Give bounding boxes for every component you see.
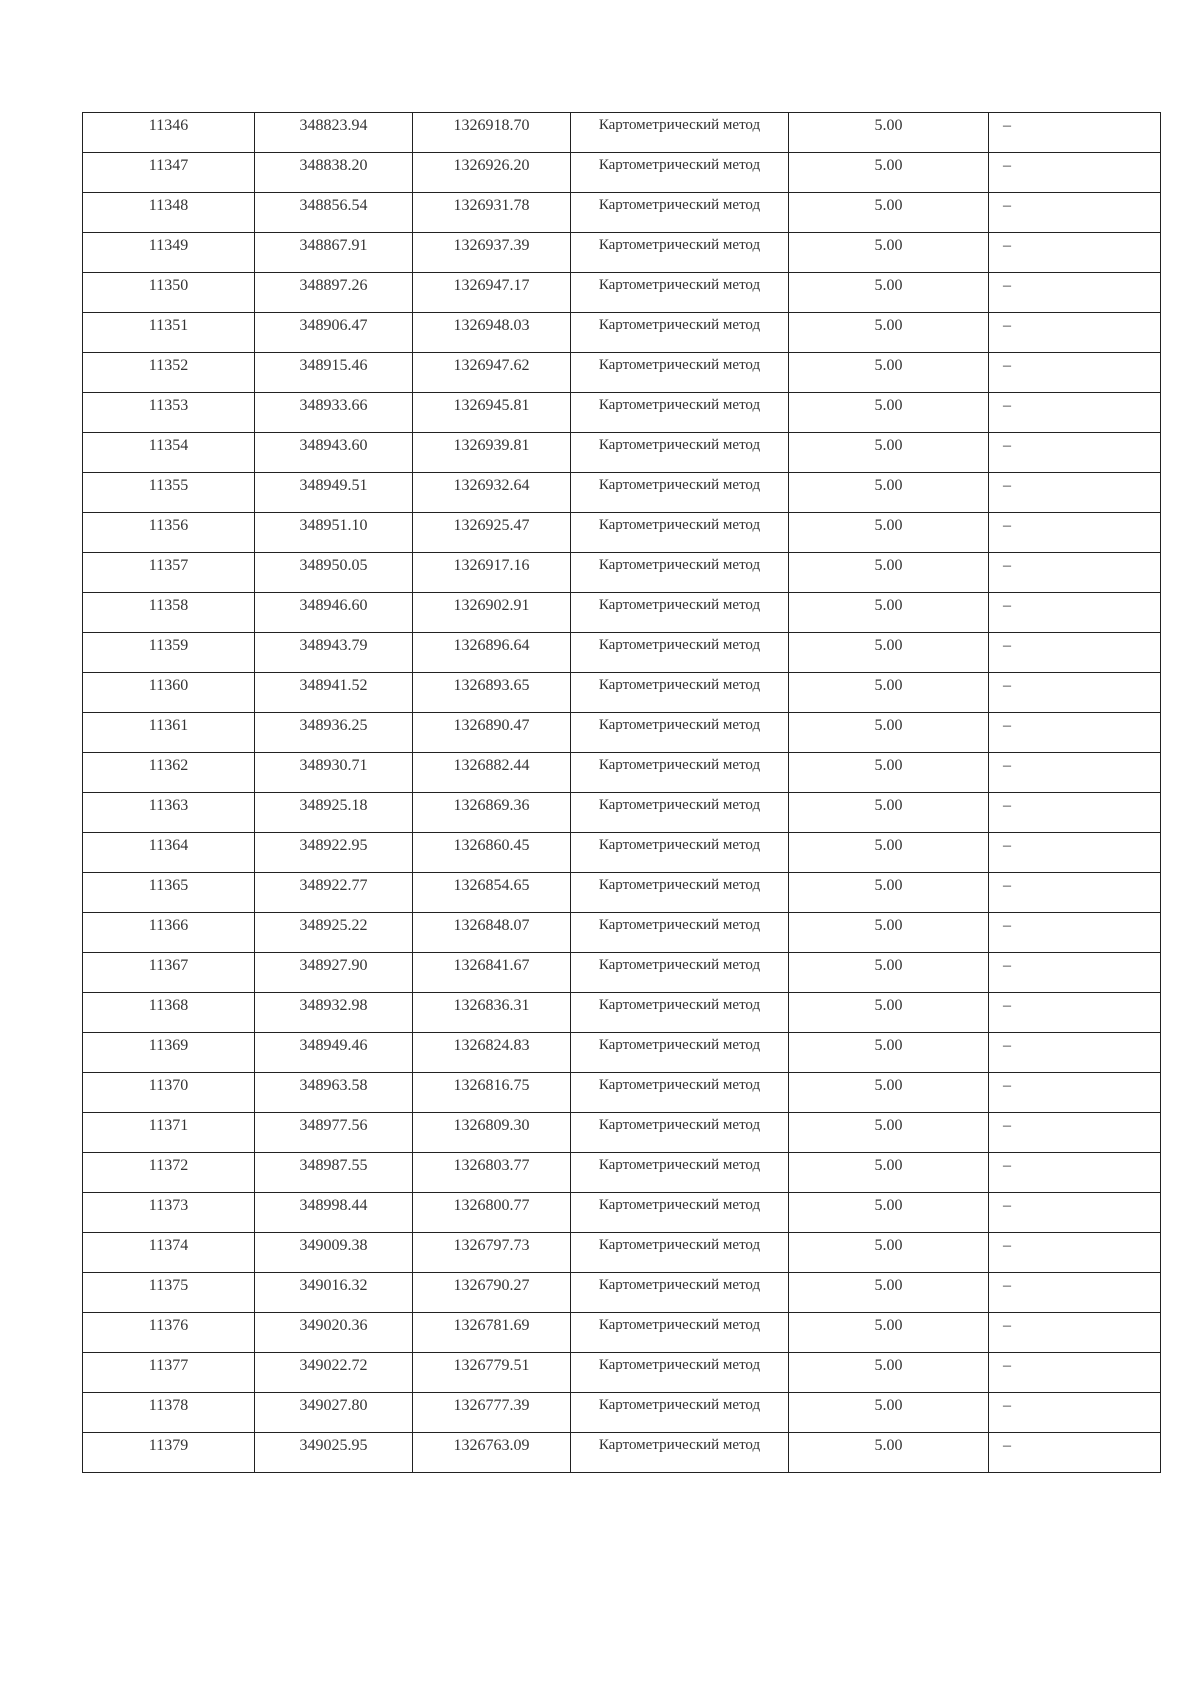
accuracy-cell: 5.00: [789, 1353, 989, 1393]
table-row: [83, 833, 1161, 873]
y-coordinate-cell: 1326902.91: [413, 593, 571, 633]
description-cell: –: [989, 793, 1161, 833]
point-number-cell: 11371: [83, 1113, 255, 1153]
table-row: [83, 273, 1161, 313]
x-coordinate-cell: 349016.32: [255, 1273, 413, 1313]
accuracy-cell: 5.00: [789, 113, 989, 153]
method-cell: Картометрический метод: [571, 713, 789, 753]
accuracy-cell: 5.00: [789, 873, 989, 913]
accuracy-cell: 5.00: [789, 1313, 989, 1353]
accuracy-cell: 5.00: [789, 833, 989, 873]
table-row: [83, 233, 1161, 273]
table-row: [83, 113, 1161, 153]
method-cell: Картометрический метод: [571, 1433, 789, 1473]
x-coordinate-cell: 348943.60: [255, 433, 413, 473]
x-coordinate-cell: 349020.36: [255, 1313, 413, 1353]
method-cell: Картометрический метод: [571, 913, 789, 953]
accuracy-cell: 5.00: [789, 1273, 989, 1313]
point-number-cell: 11375: [83, 1273, 255, 1313]
y-coordinate-cell: 1326937.39: [413, 233, 571, 273]
table-row: [83, 153, 1161, 193]
description-cell: –: [989, 433, 1161, 473]
method-cell: Картометрический метод: [571, 633, 789, 673]
method-cell: Картометрический метод: [571, 1273, 789, 1313]
description-cell: –: [989, 1233, 1161, 1273]
description-cell: –: [989, 833, 1161, 873]
x-coordinate-cell: 348946.60: [255, 593, 413, 633]
y-coordinate-cell: 1326797.73: [413, 1233, 571, 1273]
method-cell: Картометрический метод: [571, 193, 789, 233]
accuracy-cell: 5.00: [789, 993, 989, 1033]
accuracy-cell: 5.00: [789, 513, 989, 553]
accuracy-cell: 5.00: [789, 1233, 989, 1273]
description-cell: –: [989, 473, 1161, 513]
accuracy-cell: 5.00: [789, 313, 989, 353]
table-row: [83, 713, 1161, 753]
point-number-cell: 11374: [83, 1233, 255, 1273]
description-cell: –: [989, 873, 1161, 913]
method-cell: Картометрический метод: [571, 1073, 789, 1113]
x-coordinate-cell: 348838.20: [255, 153, 413, 193]
y-coordinate-cell: 1326800.77: [413, 1193, 571, 1233]
point-number-cell: 11347: [83, 153, 255, 193]
method-cell: Картометрический метод: [571, 1393, 789, 1433]
x-coordinate-cell: 348987.55: [255, 1153, 413, 1193]
accuracy-cell: 5.00: [789, 1393, 989, 1433]
y-coordinate-cell: 1326836.31: [413, 993, 571, 1033]
x-coordinate-cell: 348823.94: [255, 113, 413, 153]
coordinates-table-body: [83, 113, 1161, 1473]
accuracy-cell: 5.00: [789, 913, 989, 953]
method-cell: Картометрический метод: [571, 513, 789, 553]
table-row: [83, 753, 1161, 793]
table-row: [83, 193, 1161, 233]
method-cell: Картометрический метод: [571, 393, 789, 433]
y-coordinate-cell: 1326860.45: [413, 833, 571, 873]
description-cell: –: [989, 753, 1161, 793]
point-number-cell: 11351: [83, 313, 255, 353]
point-number-cell: 11360: [83, 673, 255, 713]
accuracy-cell: 5.00: [789, 1193, 989, 1233]
accuracy-cell: 5.00: [789, 593, 989, 633]
method-cell: Картометрический метод: [571, 1313, 789, 1353]
y-coordinate-cell: 1326854.65: [413, 873, 571, 913]
description-cell: –: [989, 513, 1161, 553]
point-number-cell: 11364: [83, 833, 255, 873]
description-cell: –: [989, 1353, 1161, 1393]
table-row: [83, 1153, 1161, 1193]
description-cell: –: [989, 1033, 1161, 1073]
table-row: [83, 553, 1161, 593]
description-cell: –: [989, 1193, 1161, 1233]
y-coordinate-cell: 1326890.47: [413, 713, 571, 753]
table-row: [83, 1193, 1161, 1233]
description-cell: –: [989, 1313, 1161, 1353]
method-cell: Картометрический метод: [571, 273, 789, 313]
accuracy-cell: 5.00: [789, 233, 989, 273]
x-coordinate-cell: 348922.77: [255, 873, 413, 913]
table-row: [83, 1073, 1161, 1113]
x-coordinate-cell: 349025.95: [255, 1433, 413, 1473]
method-cell: Картометрический метод: [571, 993, 789, 1033]
y-coordinate-cell: 1326809.30: [413, 1113, 571, 1153]
method-cell: Картометрический метод: [571, 313, 789, 353]
point-number-cell: 11356: [83, 513, 255, 553]
description-cell: –: [989, 1393, 1161, 1433]
table-row: [83, 393, 1161, 433]
description-cell: –: [989, 1273, 1161, 1313]
table-row: [83, 1313, 1161, 1353]
table-row: [83, 793, 1161, 833]
point-number-cell: 11368: [83, 993, 255, 1033]
x-coordinate-cell: 348925.22: [255, 913, 413, 953]
table-row: [83, 913, 1161, 953]
y-coordinate-cell: 1326945.81: [413, 393, 571, 433]
method-cell: Картометрический метод: [571, 473, 789, 513]
y-coordinate-cell: 1326932.64: [413, 473, 571, 513]
accuracy-cell: 5.00: [789, 193, 989, 233]
method-cell: Картометрический метод: [571, 873, 789, 913]
y-coordinate-cell: 1326869.36: [413, 793, 571, 833]
table-row: [83, 1273, 1161, 1313]
y-coordinate-cell: 1326918.70: [413, 113, 571, 153]
y-coordinate-cell: 1326896.64: [413, 633, 571, 673]
accuracy-cell: 5.00: [789, 713, 989, 753]
y-coordinate-cell: 1326893.65: [413, 673, 571, 713]
x-coordinate-cell: 348922.95: [255, 833, 413, 873]
table-row: [83, 353, 1161, 393]
point-number-cell: 11353: [83, 393, 255, 433]
accuracy-cell: 5.00: [789, 953, 989, 993]
point-number-cell: 11372: [83, 1153, 255, 1193]
y-coordinate-cell: 1326816.75: [413, 1073, 571, 1113]
description-cell: –: [989, 313, 1161, 353]
y-coordinate-cell: 1326882.44: [413, 753, 571, 793]
x-coordinate-cell: 348906.47: [255, 313, 413, 353]
y-coordinate-cell: 1326779.51: [413, 1353, 571, 1393]
description-cell: –: [989, 993, 1161, 1033]
x-coordinate-cell: 348998.44: [255, 1193, 413, 1233]
point-number-cell: 11362: [83, 753, 255, 793]
method-cell: Картометрический метод: [571, 593, 789, 633]
y-coordinate-cell: 1326925.47: [413, 513, 571, 553]
x-coordinate-cell: 348930.71: [255, 753, 413, 793]
x-coordinate-cell: 348943.79: [255, 633, 413, 673]
point-number-cell: 11376: [83, 1313, 255, 1353]
accuracy-cell: 5.00: [789, 1033, 989, 1073]
point-number-cell: 11367: [83, 953, 255, 993]
description-cell: –: [989, 193, 1161, 233]
table-row: [83, 1033, 1161, 1073]
x-coordinate-cell: 348950.05: [255, 553, 413, 593]
x-coordinate-cell: 348977.56: [255, 1113, 413, 1153]
point-number-cell: 11346: [83, 113, 255, 153]
x-coordinate-cell: 348867.91: [255, 233, 413, 273]
table-row: [83, 1113, 1161, 1153]
method-cell: Картометрический метод: [571, 953, 789, 993]
y-coordinate-cell: 1326926.20: [413, 153, 571, 193]
description-cell: –: [989, 1073, 1161, 1113]
point-number-cell: 11366: [83, 913, 255, 953]
y-coordinate-cell: 1326824.83: [413, 1033, 571, 1073]
x-coordinate-cell: 348856.54: [255, 193, 413, 233]
description-cell: –: [989, 593, 1161, 633]
method-cell: Картометрический метод: [571, 1353, 789, 1393]
accuracy-cell: 5.00: [789, 153, 989, 193]
table-row: [83, 313, 1161, 353]
table-row: [83, 673, 1161, 713]
point-number-cell: 11348: [83, 193, 255, 233]
y-coordinate-cell: 1326777.39: [413, 1393, 571, 1433]
method-cell: Картометрический метод: [571, 153, 789, 193]
method-cell: Картометрический метод: [571, 113, 789, 153]
description-cell: –: [989, 633, 1161, 673]
x-coordinate-cell: 348949.51: [255, 473, 413, 513]
x-coordinate-cell: 348927.90: [255, 953, 413, 993]
table-row: [83, 633, 1161, 673]
x-coordinate-cell: 348941.52: [255, 673, 413, 713]
accuracy-cell: 5.00: [789, 1433, 989, 1473]
x-coordinate-cell: 349009.38: [255, 1233, 413, 1273]
table-row: [83, 513, 1161, 553]
point-number-cell: 11357: [83, 553, 255, 593]
x-coordinate-cell: 348915.46: [255, 353, 413, 393]
x-coordinate-cell: 348951.10: [255, 513, 413, 553]
point-number-cell: 11365: [83, 873, 255, 913]
point-number-cell: 11369: [83, 1033, 255, 1073]
y-coordinate-cell: 1326848.07: [413, 913, 571, 953]
point-number-cell: 11370: [83, 1073, 255, 1113]
accuracy-cell: 5.00: [789, 473, 989, 513]
point-number-cell: 11359: [83, 633, 255, 673]
y-coordinate-cell: 1326790.27: [413, 1273, 571, 1313]
method-cell: Картометрический метод: [571, 553, 789, 593]
y-coordinate-cell: 1326931.78: [413, 193, 571, 233]
table-row: [83, 593, 1161, 633]
method-cell: Картометрический метод: [571, 1233, 789, 1273]
description-cell: –: [989, 233, 1161, 273]
method-cell: Картометрический метод: [571, 1033, 789, 1073]
accuracy-cell: 5.00: [789, 793, 989, 833]
description-cell: –: [989, 273, 1161, 313]
y-coordinate-cell: 1326939.81: [413, 433, 571, 473]
description-cell: –: [989, 553, 1161, 593]
description-cell: –: [989, 1113, 1161, 1153]
y-coordinate-cell: 1326948.03: [413, 313, 571, 353]
y-coordinate-cell: 1326917.16: [413, 553, 571, 593]
method-cell: Картометрический метод: [571, 233, 789, 273]
y-coordinate-cell: 1326763.09: [413, 1433, 571, 1473]
point-number-cell: 11378: [83, 1393, 255, 1433]
accuracy-cell: 5.00: [789, 1113, 989, 1153]
description-cell: –: [989, 953, 1161, 993]
point-number-cell: 11373: [83, 1193, 255, 1233]
method-cell: Картометрический метод: [571, 753, 789, 793]
table-row: [83, 993, 1161, 1033]
x-coordinate-cell: 348936.25: [255, 713, 413, 753]
point-number-cell: 11355: [83, 473, 255, 513]
method-cell: Картометрический метод: [571, 433, 789, 473]
description-cell: –: [989, 353, 1161, 393]
method-cell: Картометрический метод: [571, 1153, 789, 1193]
description-cell: –: [989, 913, 1161, 953]
description-cell: –: [989, 113, 1161, 153]
method-cell: Картометрический метод: [571, 673, 789, 713]
point-number-cell: 11352: [83, 353, 255, 393]
y-coordinate-cell: 1326841.67: [413, 953, 571, 993]
description-cell: –: [989, 153, 1161, 193]
x-coordinate-cell: 348932.98: [255, 993, 413, 1033]
point-number-cell: 11354: [83, 433, 255, 473]
table-row: [83, 1233, 1161, 1273]
y-coordinate-cell: 1326803.77: [413, 1153, 571, 1193]
y-coordinate-cell: 1326781.69: [413, 1313, 571, 1353]
method-cell: Картометрический метод: [571, 353, 789, 393]
table-row: [83, 473, 1161, 513]
accuracy-cell: 5.00: [789, 1153, 989, 1193]
point-number-cell: 11363: [83, 793, 255, 833]
x-coordinate-cell: 348933.66: [255, 393, 413, 433]
method-cell: Картометрический метод: [571, 1113, 789, 1153]
method-cell: Картометрический метод: [571, 1193, 789, 1233]
accuracy-cell: 5.00: [789, 1073, 989, 1113]
accuracy-cell: 5.00: [789, 753, 989, 793]
accuracy-cell: 5.00: [789, 673, 989, 713]
description-cell: –: [989, 673, 1161, 713]
accuracy-cell: 5.00: [789, 273, 989, 313]
table-row: [83, 1393, 1161, 1433]
accuracy-cell: 5.00: [789, 633, 989, 673]
description-cell: –: [989, 393, 1161, 433]
point-number-cell: 11358: [83, 593, 255, 633]
table-row: [83, 433, 1161, 473]
table-row: [83, 1433, 1161, 1473]
x-coordinate-cell: 349022.72: [255, 1353, 413, 1393]
method-cell: Картометрический метод: [571, 833, 789, 873]
accuracy-cell: 5.00: [789, 353, 989, 393]
point-number-cell: 11377: [83, 1353, 255, 1393]
description-cell: –: [989, 1153, 1161, 1193]
accuracy-cell: 5.00: [789, 393, 989, 433]
accuracy-cell: 5.00: [789, 433, 989, 473]
point-number-cell: 11361: [83, 713, 255, 753]
point-number-cell: 11349: [83, 233, 255, 273]
table-row: [83, 953, 1161, 993]
x-coordinate-cell: 348897.26: [255, 273, 413, 313]
x-coordinate-cell: 348925.18: [255, 793, 413, 833]
x-coordinate-cell: 348963.58: [255, 1073, 413, 1113]
accuracy-cell: 5.00: [789, 553, 989, 593]
table-row: [83, 873, 1161, 913]
description-cell: –: [989, 1433, 1161, 1473]
x-coordinate-cell: 348949.46: [255, 1033, 413, 1073]
coordinates-table: [82, 112, 1161, 1473]
y-coordinate-cell: 1326947.17: [413, 273, 571, 313]
point-number-cell: 11350: [83, 273, 255, 313]
y-coordinate-cell: 1326947.62: [413, 353, 571, 393]
x-coordinate-cell: 349027.80: [255, 1393, 413, 1433]
description-cell: –: [989, 713, 1161, 753]
method-cell: Картометрический метод: [571, 793, 789, 833]
table-row: [83, 1353, 1161, 1393]
point-number-cell: 11379: [83, 1433, 255, 1473]
